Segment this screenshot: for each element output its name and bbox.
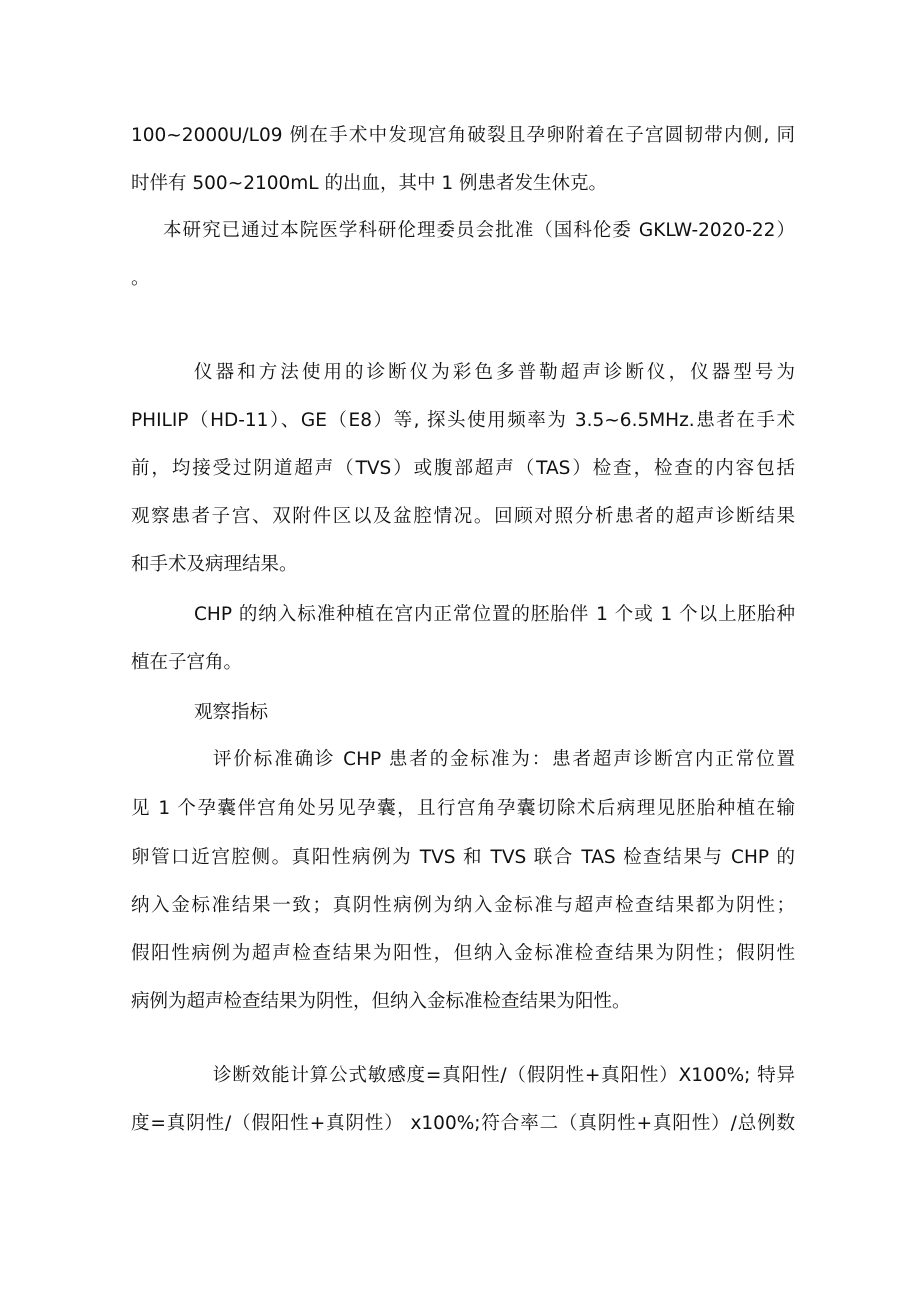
instruments-line-5: 和手术及病理结果。: [131, 554, 298, 575]
inclusion-line-1: CHP 的纳入标准种植在宫内正常位置的胚胎伴 1 个或 1 个以上胚胎种: [194, 604, 795, 625]
ethics-line-2: 。: [131, 268, 150, 289]
criteria-line-2: 见 1 个孕囊伴宫角处另见孕囊，且行宫角孕囊切除术后病理见胚胎种植在输: [131, 798, 795, 819]
criteria-line-1: 评价标准确诊 CHP 患者的金标准为：患者超声诊断宫内正常位置: [213, 749, 795, 770]
criteria-line-3: 卵管口近宫腔侧。真阳性病例为 TVS 和 TVS 联合 TAS 检查结果与 CHP 的: [131, 847, 795, 868]
ethics-line-1: 本研究已通过本院医学科研伦理委员会批准（国科伦委 GKLW-2020-22）: [163, 220, 795, 241]
criteria-line-4: 纳入金标准结果一致；真阴性病例为纳入金标准与超声检查结果都为阴性；: [131, 895, 795, 916]
formulas-line-2: 度=真阴性/（假阳性+真阴性） x100%;符合率二（真阴性+真阳性）/总例数: [131, 1113, 795, 1134]
instruments-line-4: 观察患者子宫、双附件区以及盆腔情况。回顾对照分析患者的超声诊断结果: [131, 506, 795, 527]
instruments-line-3: 前，均接受过阴道超声（TVS）或腹部超声（TAS）检查，检查的内容包括: [131, 458, 795, 479]
indicators-heading: 观察指标: [194, 702, 269, 723]
formulas-line-1: 诊断效能计算公式敏感度=真阳性/（假阴性+真阳性）X100%; 特异: [213, 1065, 795, 1086]
instruments-line-1: 仪器和方法使用的诊断仪为彩色多普勒超声诊断仪，仪器型号为: [194, 362, 795, 383]
case-summary-line-2: 时伴有 500~2100mL 的出血，其中 1 例患者发生休克。: [131, 173, 608, 194]
instruments-line-2: PHILIP（HD-11）、GE（E8）等, 探头使用频率为 3.5~6.5MHz.患者在手术: [131, 410, 795, 431]
case-summary-line-1: 100~2000U/L09 例在手术中发现宫角破裂且孕卵附着在子宫圆韧带内侧, 同: [131, 125, 795, 146]
criteria-line-6: 病例为超声检查结果为阴性，但纳入金标准检查结果为阳性。: [131, 991, 631, 1012]
inclusion-line-2: 植在子宫角。: [131, 652, 243, 673]
criteria-line-5: 假阳性病例为超声检查结果为阳性，但纳入金标准检查结果为阴性；假阴性: [131, 943, 795, 964]
